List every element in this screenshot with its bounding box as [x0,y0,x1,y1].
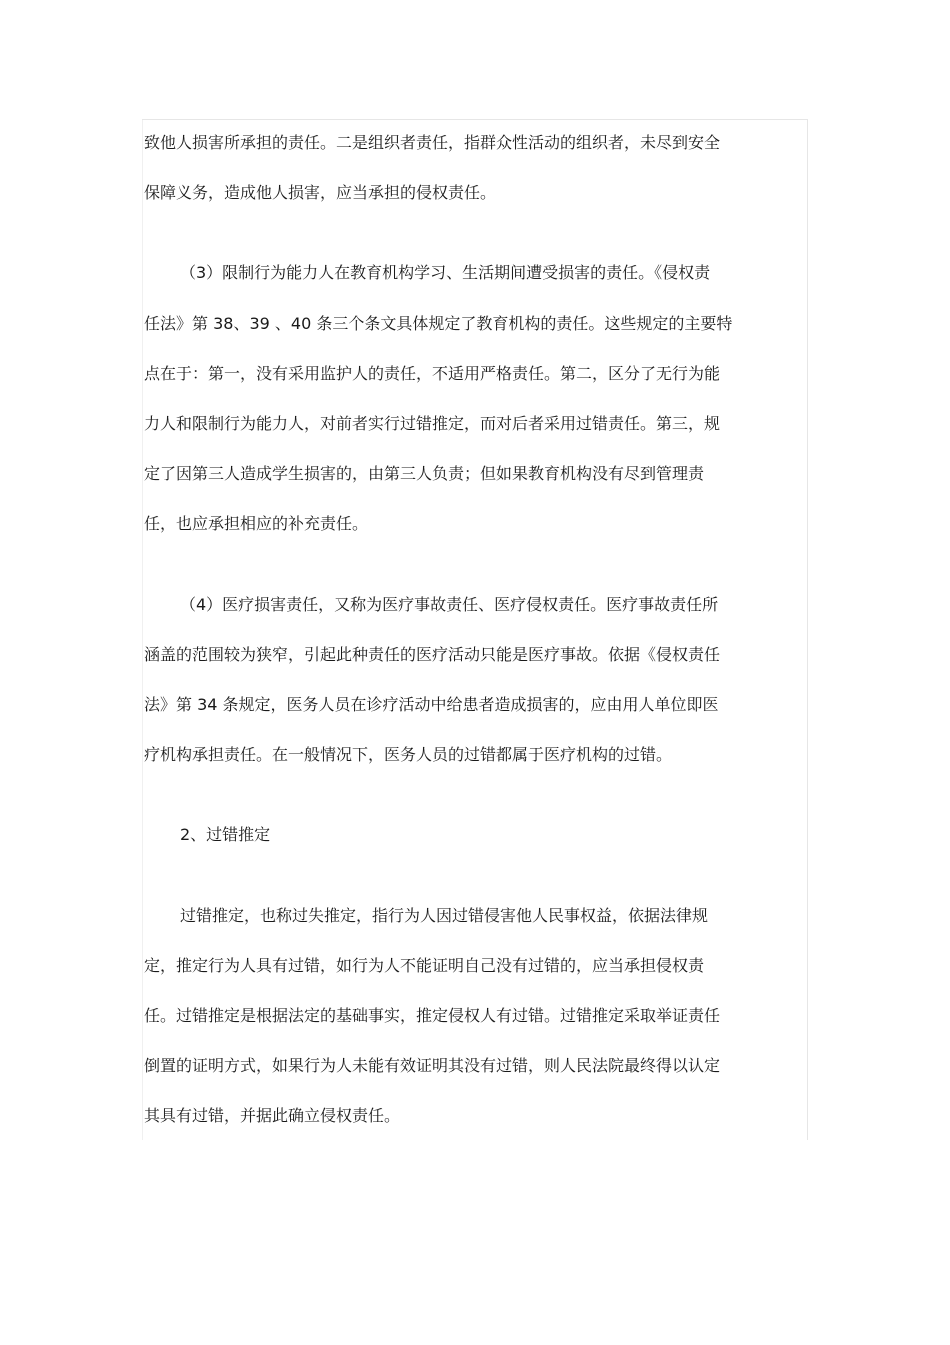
intro-line-2: 保障义务，造成他人损害，应当承担的侵权责任。 [144,183,497,202]
section2-heading: 2、过错推定 [180,825,271,844]
item3-line-6: 任，也应承担相应的补充责任。 [144,514,369,533]
item4-line-1: （4）医疗损害责任，又称为医疗事故责任、医疗侵权责任。医疗事故责任所 [180,595,719,614]
item4-line-2: 涵盖的范围较为狭窄，引起此种责任的医疗活动只能是医疗事故。依据《侵权责任 [144,645,721,664]
item3-line-1: （3）限制行为能力人在教育机构学习、生活期间遭受损害的责任。《侵权责 [180,263,711,282]
intro-line-1: 致他人损害所承担的责任。二是组织者责任，指群众性活动的组织者，未尽到安全 [144,133,721,152]
item4-line-4: 疗机构承担责任。在一般情况下，医务人员的过错都属于医疗机构的过错。 [144,745,673,764]
section2-line-4: 倒置的证明方式，如果行为人未能有效证明其没有过错，则人民法院最终得以认定 [144,1056,721,1075]
section2-line-3: 任。过错推定是根据法定的基础事实，推定侵权人有过错。过错推定采取举证责任 [144,1006,721,1025]
page-left-rule [142,120,143,1140]
item3-line-3: 点在于：第一，没有采用监护人的责任，不适用严格责任。第二，区分了无行为能 [144,364,721,383]
item3-line-5: 定了因第三人造成学生损害的，由第三人负责；但如果教育机构没有尽到管理责 [144,464,705,483]
item3-line-2: 任法》第 38、39 、40 条三个条文具体规定了教育机构的责任。这些规定的主要特 [144,314,733,333]
section2-line-1: 过错推定，也称过失推定，指行为人因过错侵害他人民事权益，依据法律规 [180,906,709,925]
item4-line-3: 法》第 34 条规定，医务人员在诊疗活动中给患者造成损害的，应由用人单位即医 [144,695,719,714]
section2-line-5: 其具有过错，并据此确立侵权责任。 [144,1106,401,1125]
section2-line-2: 定，推定行为人具有过错，如行为人不能证明自己没有过错的，应当承担侵权责 [144,956,705,975]
item3-line-4: 力人和限制行为能力人，对前者实行过错推定，而对后者采用过错责任。第三，规 [144,414,721,433]
